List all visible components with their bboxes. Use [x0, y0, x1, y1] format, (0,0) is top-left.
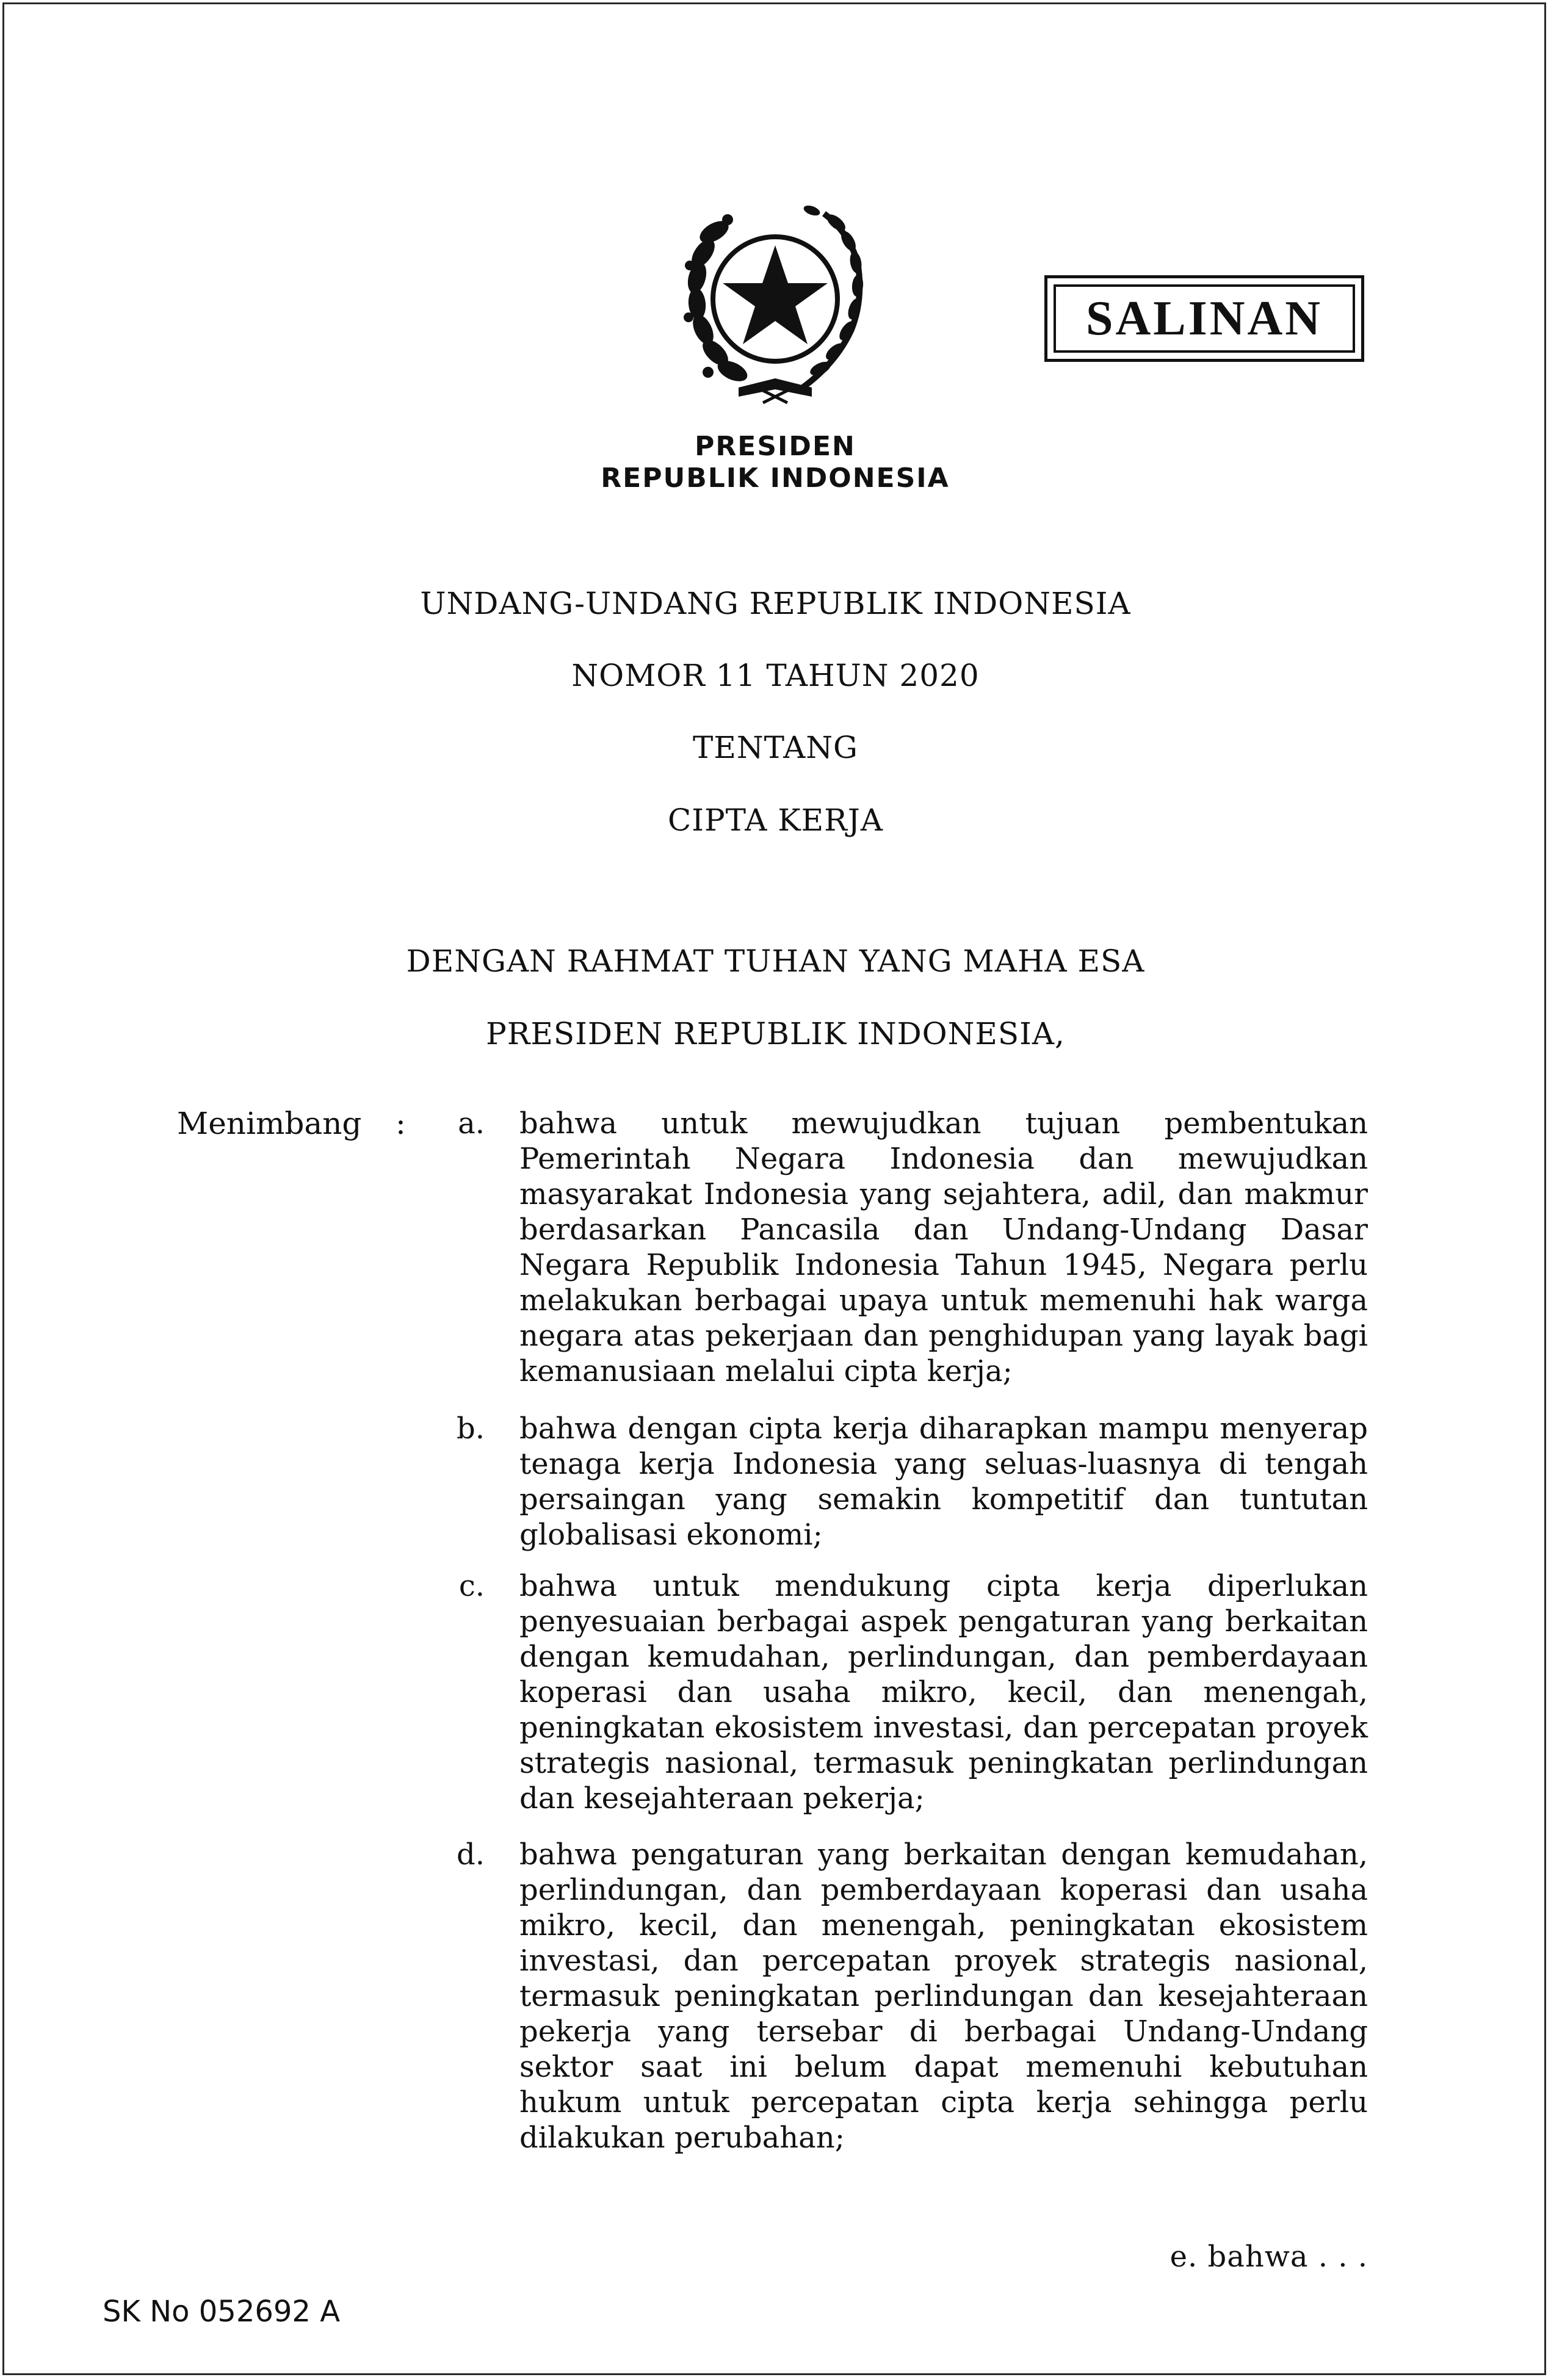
copy-stamp [1044, 275, 1364, 362]
star-icon [723, 245, 828, 344]
item-letter-b: b. [457, 1412, 485, 1446]
stamp-label: SALINAN [1085, 291, 1323, 345]
item-letter-c: c. [458, 1569, 485, 1603]
considering-item-d: bahwa pengaturan yang berkaitan dengan kemudahan, perlindungan, dan pemberdayaan koperasi dan usaha mikro, kecil, dan menengah, peningkatan ekosistem investasi, dan percepatan proyek strategis nasional, termasuk peningkatan perlindungan dan kesejahteraan pekerja yang tersebar di berbagai Undang-Undang sektor saat ini belum dapat memenuhi kebutuhan hukum untuk percepatan cipta kerja sehingga perlu dilakukan perubahan; [519, 1837, 1368, 2155]
item-letter-d: d. [457, 1837, 485, 1872]
law-number: NOMOR 11 TAHUN 2020 [571, 658, 980, 693]
letterhead-line-2: REPUBLIK INDONESIA [601, 463, 950, 494]
considering-label: Menimbang [177, 1106, 362, 1141]
page-continuation: e. bahwa . . . [1170, 2240, 1368, 2274]
considering-item-a: bahwa untuk mewujudkan tujuan pembentukan Pemerintah Negara Indonesia dan mewujudkan masyarakat Indonesia yang sejahtera, adil, dan makmur berdasarkan Pancasila dan Undang-Undang Dasar Negara Republik Indonesia Tahun 1945, Negara perlu melakukan berbagai upaya untuk memenuhi hak warga negara atas pekerjaan dan penghidupan yang layak bagi kemanusiaan melalui cipta kerja; [519, 1106, 1368, 1388]
considering-separator: : [396, 1106, 406, 1141]
law-subject: CIPTA KERJA [668, 802, 883, 838]
document-serial-number: SK No 052692 A [103, 2295, 341, 2329]
wreath-right [802, 204, 864, 388]
letterhead-line-1: PRESIDEN [695, 431, 856, 462]
wreath-left [684, 214, 750, 386]
garuda-emblem-icon [671, 195, 879, 409]
law-title: UNDANG-UNDANG REPUBLIK INDONESIA [420, 586, 1131, 621]
considering-item-b: bahwa dengan cipta kerja diharapkan mampu menyerap tenaga kerja Indonesia yang seluas-luasnya di tengah persaingan yang semakin kompetitif dan tuntutan globalisasi ekonomi; [519, 1412, 1368, 1552]
preamble-line-1: DENGAN RAHMAT TUHAN YANG MAHA ESA [406, 943, 1145, 979]
considering-item-c: bahwa untuk mendukung cipta kerja diperlukan penyesuaian berbagai aspek pengaturan yang berkaitan dengan kemudahan, perlindungan, dan pemberdayaan koperasi dan usaha mikro, kecil, dan menengah, peningkatan ekosistem investasi, dan percepatan proyek strategis nasional, termasuk peningkatan perlindungan dan kesejahteraan pekerja; [519, 1569, 1368, 1816]
preamble-line-2: PRESIDEN REPUBLIK INDONESIA, [486, 1016, 1065, 1051]
law-about: TENTANG [692, 730, 858, 765]
item-letter-a: a. [458, 1106, 485, 1141]
